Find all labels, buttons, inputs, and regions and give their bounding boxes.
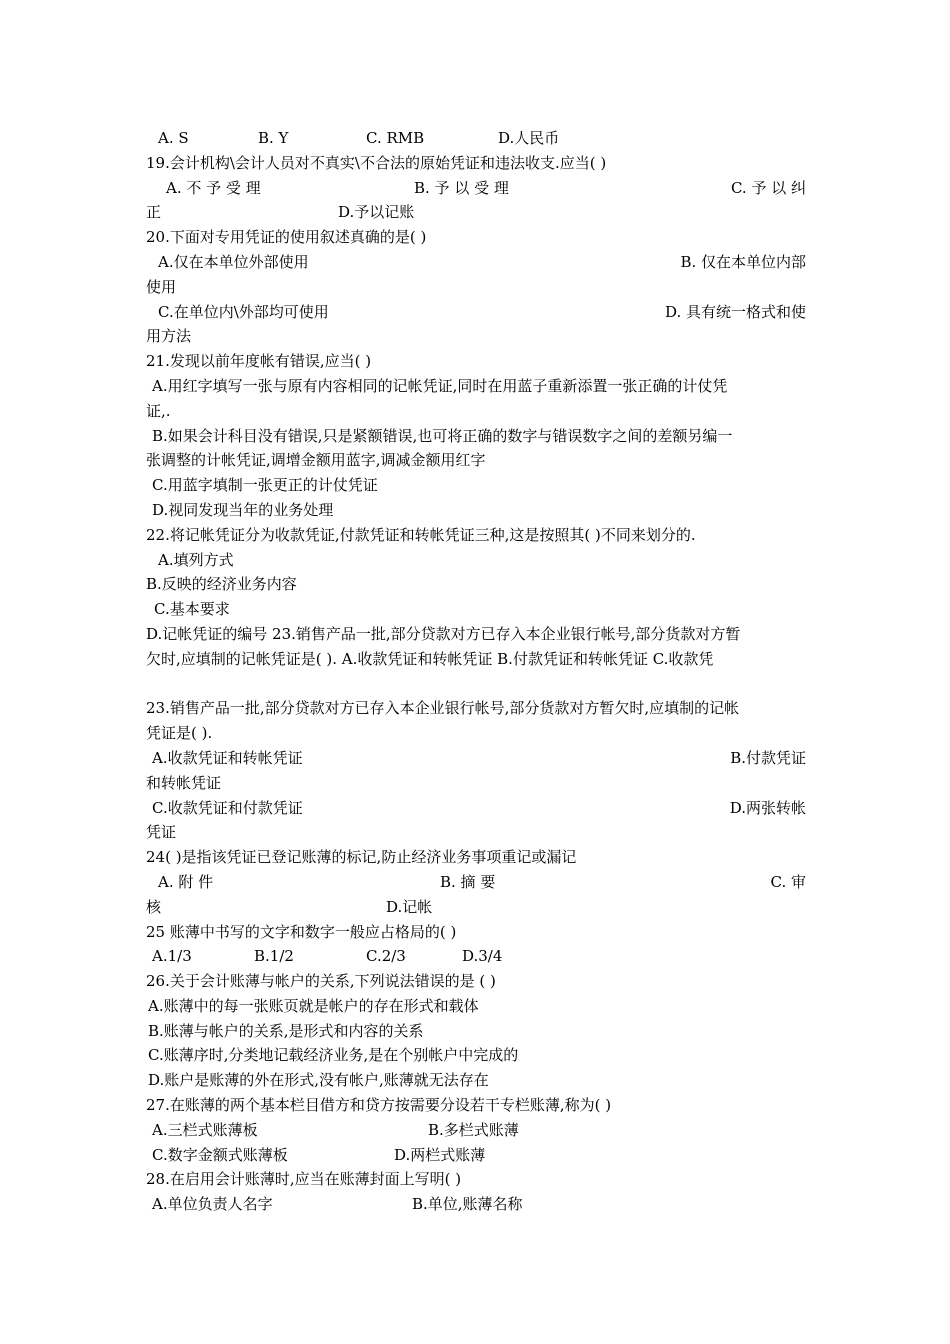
q24-options-row2	[146, 895, 806, 920]
q24-stem-text: 24( )是指该凭证已登记账薄的标记,防止经济业务事项重记或漏记	[146, 848, 577, 867]
q20-stem	[146, 225, 806, 250]
q27-option-d: D.两栏式账薄	[394, 1145, 486, 1164]
q19-options-row2	[146, 200, 806, 225]
q23-option-d: D.两张转帐	[729, 798, 806, 817]
q27-options-row2	[146, 1143, 806, 1168]
q24-option-d: D.记帐	[386, 897, 433, 916]
q23-option-b: B.付款凭证	[730, 748, 806, 767]
document-page	[146, 126, 806, 1217]
q21-stem-text: 21.发现以前年度帐有错误,应当( )	[146, 352, 372, 371]
q20-options-row1	[146, 250, 806, 275]
q25-stem-text: 25 账薄中书写的文字和数字一般应占格局的( )	[146, 922, 457, 941]
q24-option-c: C. 审	[770, 872, 806, 891]
q27-option-a: A.三栏式账薄板	[152, 1120, 258, 1139]
q23-options-row1	[146, 746, 806, 771]
q28-stem	[146, 1167, 806, 1192]
q20-option-b: B. 仅在本单位内部	[680, 252, 806, 271]
q19-option-d: D.予以记账	[338, 203, 415, 222]
q26-option-b	[146, 1019, 806, 1044]
q27-options-row1	[146, 1118, 806, 1143]
q26-stem-text: 26.关于会计账薄与帐户的关系,下列说法错误的是 ( )	[146, 972, 496, 991]
q21-option-d-text: D.视同发现当年的业务处理	[152, 500, 334, 519]
q20-option-d: D. 具有统一格式和使	[664, 302, 806, 321]
q26-option-d	[146, 1068, 806, 1093]
q27-stem-text: 27.在账薄的两个基本栏目借方和贷方按需要分设若干专栏账薄,称为( )	[146, 1096, 612, 1115]
q19-stem	[146, 151, 806, 176]
q24-option-a: A. 附 件	[158, 872, 214, 891]
q20-options-row4	[146, 324, 806, 349]
q18-option-d: D.人民币	[498, 129, 560, 147]
q20-option-c: C.在单位内\外部均可使用	[158, 302, 329, 321]
q22-option-c	[146, 597, 806, 622]
q23-stem-cont-text: 凭证是( ).	[146, 724, 213, 743]
q20-options-row3	[146, 300, 806, 325]
q26-option-c	[146, 1043, 806, 1068]
q23-stem	[146, 696, 806, 721]
q21-option-a-cont-text: 证,.	[146, 401, 171, 420]
q22-option-c-text: C.基本要求	[154, 600, 230, 619]
q19-option-c-cont: 正	[146, 203, 162, 222]
q24-option-b: B. 摘 要	[440, 872, 496, 891]
q25-options	[146, 944, 806, 969]
q28-options-row1	[146, 1192, 806, 1217]
q21-option-b	[146, 424, 806, 449]
q22-option-d-cont	[146, 647, 806, 672]
q21-option-b-cont	[146, 448, 806, 473]
q21-option-d	[146, 498, 806, 523]
q18-option-b: B. Y	[258, 129, 289, 147]
q19-option-c: C. 予 以 纠	[730, 178, 806, 197]
q18-option-a: A. S	[158, 129, 189, 147]
q27-option-b: B.多栏式账薄	[428, 1120, 519, 1139]
q20-option-b-cont: 使用	[146, 277, 177, 296]
q19-option-a: A. 不 予 受 理	[166, 178, 261, 197]
q27-stem	[146, 1093, 806, 1118]
q27-option-c: C.数字金额式账薄板	[152, 1145, 288, 1164]
q23-options-row3	[146, 796, 806, 821]
q25-option-c: C.2/3	[366, 947, 406, 966]
q20-option-d-cont: 用方法	[146, 327, 192, 346]
q22-option-b-text: B.反映的经济业务内容	[146, 575, 297, 594]
q26-option-b-text: B.账薄与帐户的关系,是形式和内容的关系	[148, 1021, 424, 1040]
q18-option-c: C. RMB	[366, 129, 425, 147]
q23-stem-text: 23.销售产品一批,部分贷款对方已存入本企业银行帐号,部分货款对方暂欠时,应填制的记帐	[146, 699, 740, 718]
q25-option-a: A.1/3	[152, 947, 192, 966]
q21-option-b-text: B.如果会计科目没有错误,只是紧额错误,也可将正确的数字与错误数字之间的差额另编一	[152, 426, 733, 445]
q22-option-d-text: D.记帐凭证的编号 23.销售产品一批,部分贷款对方已存入本企业银行帐号,部分货款对方暂	[146, 624, 741, 643]
q20-stem-text: 20.下面对专用凭证的使用叙述真确的是( )	[146, 228, 427, 247]
q24-options-row1	[146, 870, 806, 895]
q24-stem	[146, 845, 806, 870]
q28-option-a: A.单位负责人名字	[152, 1195, 273, 1214]
q18-options	[146, 126, 806, 151]
q21-option-a	[146, 374, 806, 399]
q26-option-a-text: A.账薄中的每一张账页就是帐户的存在形式和载体	[148, 996, 479, 1015]
q25-option-d: D.3/4	[462, 947, 503, 966]
q19-options-row1	[146, 176, 806, 201]
q22-option-d	[146, 622, 806, 647]
q21-option-c	[146, 473, 806, 498]
q25-option-b: B.1/2	[254, 947, 294, 966]
q28-stem-text: 28.在启用会计账薄时,应当在账薄封面上写明( )	[146, 1170, 462, 1189]
q22-stem-text: 22.将记帐凭证分为收款凭证,付款凭证和转帐凭证三种,这是按照其( )不同来划分的.	[146, 525, 696, 544]
q23-stem-cont	[146, 721, 806, 746]
q20-options-row2	[146, 275, 806, 300]
q19-option-b: B. 予 以 受 理	[414, 178, 509, 197]
q25-stem	[146, 920, 806, 945]
q22-stem	[146, 523, 806, 548]
q24-option-c-cont: 核	[146, 897, 162, 916]
q28-option-b: B.单位,账薄名称	[412, 1195, 523, 1214]
q22-option-b	[146, 572, 806, 597]
q21-stem	[146, 349, 806, 374]
q22-option-d-cont-text: 欠时,应填制的记帐凭证是( ). A.收款凭证和转帐凭证 B.付款凭证和转帐凭证 C.收款凭	[146, 649, 714, 668]
q26-option-a	[146, 994, 806, 1019]
q22-option-a-text: A.填列方式	[158, 550, 234, 569]
q23-option-c: C.收款凭证和付款凭证	[152, 798, 303, 817]
q23-options-row2	[146, 771, 806, 796]
q22-option-a	[146, 548, 806, 573]
q23-option-a: A.收款凭证和转帐凭证	[152, 748, 303, 767]
q23-options-row4	[146, 820, 806, 845]
q19-stem-text: 19.会计机构\会计人员对不真实\不合法的原始凭证和违法收支.应当( )	[146, 153, 607, 172]
q23-option-d-cont: 凭证	[146, 823, 177, 842]
q23-option-b-cont: 和转帐凭证	[146, 773, 222, 792]
blank-line	[146, 672, 806, 697]
q21-option-a-text: A.用红字填写一张与原有内容相同的记帐凭证,同时在用蓝子重新添置一张正确的计仗凭	[152, 376, 728, 395]
q21-option-b-cont-text: 张调整的计帐凭证,调增金额用蓝字,调减金额用红字	[146, 451, 486, 470]
q26-option-d-text: D.账户是账薄的外在形式,没有帐户,账薄就无法存在	[148, 1071, 489, 1090]
q21-option-a-cont	[146, 399, 806, 424]
q20-option-a: A.仅在本单位外部使用	[158, 252, 309, 271]
q26-option-c-text: C.账薄序时,分类地记载经济业务,是在个别帐户中完成的	[148, 1046, 519, 1065]
q26-stem	[146, 969, 806, 994]
q21-option-c-text: C.用蓝字填制一张更正的计仗凭证	[152, 476, 378, 495]
